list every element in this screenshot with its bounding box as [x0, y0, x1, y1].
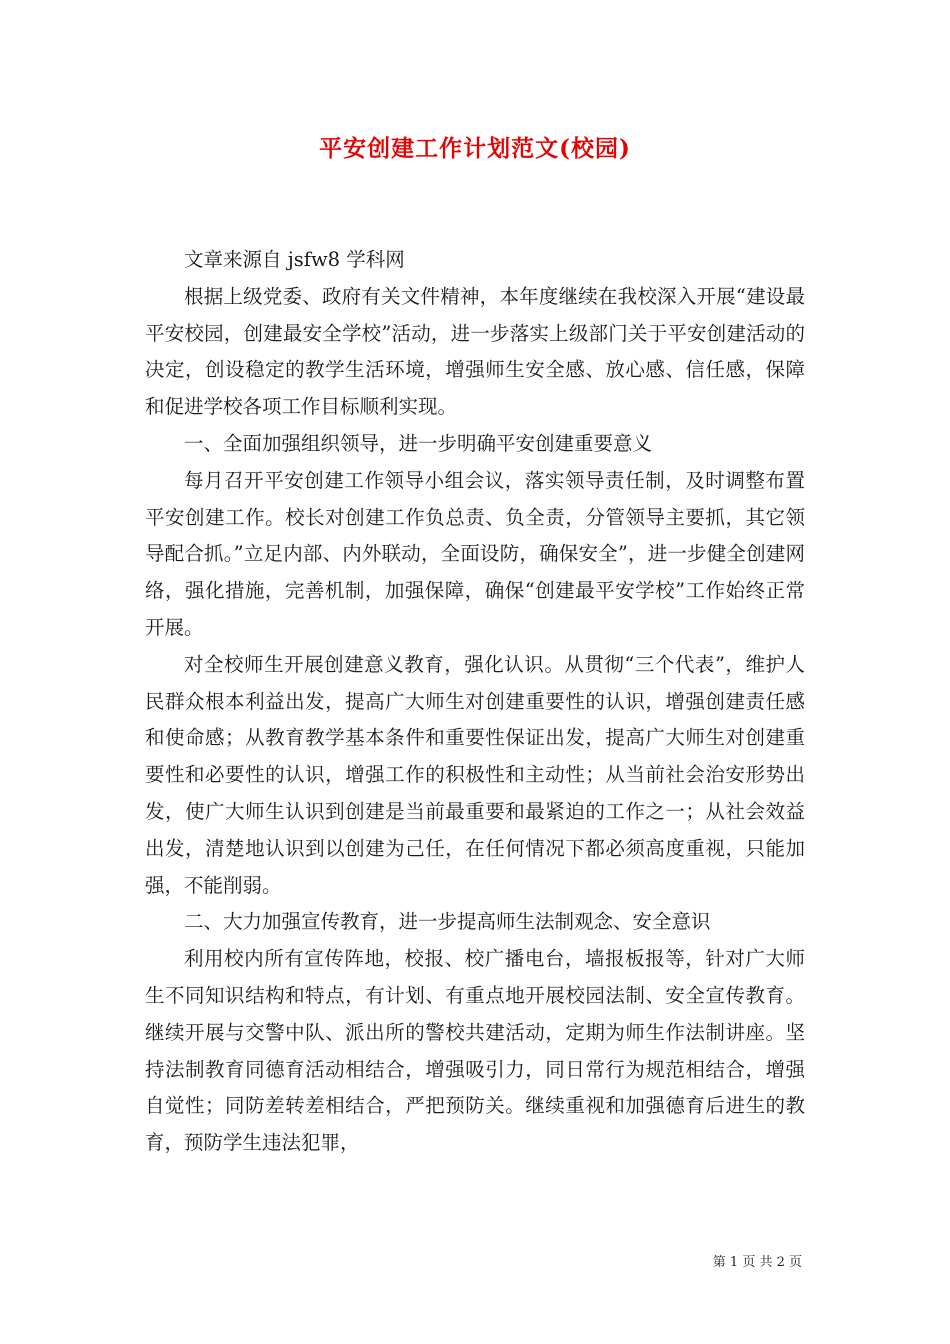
document-title: 平安创建工作计划范文(校园) [319, 135, 631, 162]
body-paragraph: 每月召开平安创建工作领导小组会议，落实领导责任制，及时调整布置平安创建工作。校长对创建工作负总责、负全责，分管领导主要抓，其它领导配合抓。”立足内部、内外联动，全面设防，确保安全”，进一步健全创建网络，强化措施，完善机制，加强保障，确保“创建最平安学校”工作始终正常开展。 [145, 468, 805, 639]
source-line: 文章来源自 jsfw8 学科网 [184, 248, 405, 271]
section-heading: 二、大力加强宣传教育，进一步提高师生法制观念、安全意识 [184, 910, 711, 934]
body-paragraph: 对全校师生开展创建意义教育，强化认识。从贯彻“三个代表”，维护人民群众根本利益出发，提高广大师生对创建重要性的认识，增强创建责任感和使命感；从教育教学基本条件和重要性保证出发，提高广大师生对创建重要性和必要性的认识，增强工作的积极性和主动性；从当前社会治安形势出发，使广大师生认识到创建是当前最重要和最紧迫的工作之一；从社会效益出发，清楚地认识到以创建为己任，在任何情况下都必须高度重视，只能加强，不能削弱。 [145, 652, 805, 897]
body-paragraph: 利用校内所有宣传阵地，校报、校广播电台，墙报板报等，针对广大师生不同知识结构和特点，有计划、有重点地开展校园法制、安全宣传教育。继续开展与交警中队、派出所的警校共建活动，定期为师生作法制讲座。坚持法制教育同德育活动相结合，增强吸引力，同日常行为规范相结合，增强自觉性；同防差转差相结合，严把预防关。继续重视和加强德育后进生的教育，预防学生违法犯罪， [145, 947, 805, 1155]
document-body [145, 242, 805, 1162]
page-number: 第 1 页 共 2 页 [712, 1255, 802, 1270]
body-paragraph: 根据上级党委、政府有关文件精神，本年度继续在我校深入开展“建设最平安校园，创建最安全学校”活动，进一步落实上级部门关于平安创建活动的决定，创设稳定的教学生活环境，增强师生安全感、放心感、信任感，保障和促进学校各项工作目标顺利实现。 [145, 284, 805, 419]
section-heading: 一、全面加强组织领导，进一步明确平安创建重要意义 [184, 431, 653, 455]
